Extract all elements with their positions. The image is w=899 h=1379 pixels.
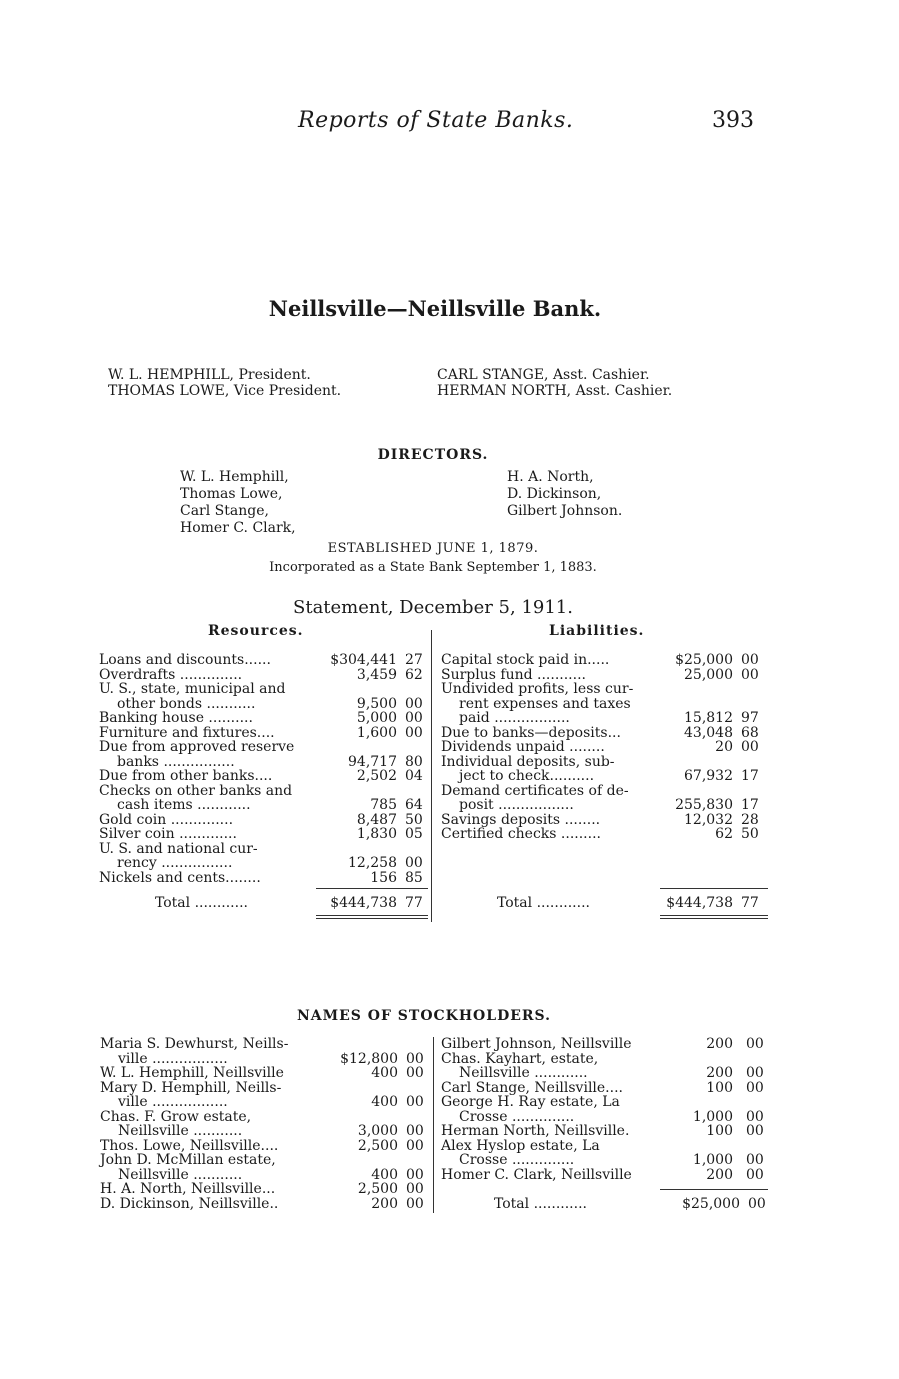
table-row (99, 784, 429, 799)
table-row (441, 1095, 771, 1110)
row-cents: 00 (746, 1108, 764, 1125)
resources-heading: Resources. (208, 623, 304, 639)
row-cents: 00 (746, 1152, 764, 1168)
table-row (441, 827, 771, 842)
row-amount: 255,830 (675, 797, 733, 813)
row-label: Maria S. Dewhurst, Neills- (100, 1036, 289, 1052)
table-row (441, 784, 771, 799)
table-row (100, 1066, 430, 1081)
page-number: 393 (712, 108, 754, 133)
row-label: Herman North, Neillsville. (441, 1123, 630, 1139)
row-label: U. S. and national cur- (99, 840, 258, 857)
table-row (441, 682, 771, 697)
row-cents: 00 (406, 1094, 424, 1110)
officer-line: THOMAS LOWE, Vice President. (108, 383, 342, 399)
row-label: Gilbert Johnson, Neillsville (441, 1036, 632, 1052)
row-label: other bonds ........... (117, 695, 256, 712)
row-label: Silver coin ............. (99, 826, 237, 842)
total-double-rule (316, 918, 428, 919)
row-label: Crosse .............. (459, 1108, 575, 1125)
row-label: Chas. F. Grow estate, (100, 1108, 252, 1125)
row-cents: 00 (405, 724, 423, 741)
table-row (441, 1153, 771, 1168)
statement-title: Statement, December 5, 1911. (293, 597, 573, 618)
table-row (100, 1182, 430, 1197)
table-row (441, 1110, 771, 1125)
row-amount: 5,000 (356, 710, 397, 726)
row-amount: 400 (371, 1065, 398, 1081)
liabilities-total-amount: $444,738 (666, 895, 733, 911)
row-label: George H. Ray estate, La (441, 1094, 620, 1110)
row-cents: 00 (746, 1166, 764, 1183)
table-row (100, 1153, 430, 1168)
row-amount: 12,032 (684, 811, 733, 828)
table-row (99, 711, 429, 726)
table-row (441, 1052, 771, 1067)
row-amount: $25,000 (675, 652, 733, 668)
row-amount: 62 (715, 826, 733, 842)
table-row (99, 842, 429, 857)
row-amount: 1,000 (692, 1152, 733, 1168)
row-label: Savings deposits ........ (441, 811, 601, 828)
table-row (100, 1052, 430, 1067)
director-name: W. L. Hemphill, (180, 469, 289, 485)
row-amount: 15,812 (684, 710, 733, 726)
row-label: ville ................. (118, 1094, 228, 1110)
row-label: Surplus fund ........... (441, 666, 586, 683)
row-label: Due to banks—deposits... (441, 724, 621, 741)
row-label: ject to check.......... (459, 768, 595, 784)
row-amount: 200 (706, 1166, 733, 1183)
row-amount: $12,800 (340, 1050, 398, 1067)
row-cents: 17 (741, 797, 759, 813)
officers-right (437, 367, 672, 399)
row-amount: 9,500 (356, 695, 397, 712)
row-amount: 3,459 (356, 666, 397, 683)
row-amount: 20 (715, 739, 733, 755)
table-row (441, 1066, 771, 1081)
row-cents: 00 (741, 652, 759, 668)
row-label: Crosse .............. (459, 1152, 575, 1168)
resources-total-cents: 77 (405, 895, 423, 911)
row-label: Neillsville ............ (459, 1065, 588, 1081)
row-label: Undivided profits, less cur- (441, 681, 634, 697)
table-row (441, 755, 771, 770)
officers-left (108, 367, 341, 399)
stockholders-total-label: Total ............ (494, 1196, 587, 1212)
row-amount: $304,441 (330, 652, 397, 668)
row-cents: 50 (405, 811, 423, 828)
table-row (99, 769, 429, 784)
row-amount: 43,048 (684, 724, 733, 741)
row-label: Mary D. Hemphill, Neills- (100, 1079, 282, 1096)
table-row (100, 1168, 430, 1183)
row-label: Due from approved reserve (99, 739, 295, 755)
row-label: Nickels and cents........ (99, 869, 261, 886)
row-label: cash items ............ (117, 797, 251, 813)
row-label: Chas. Kayhart, estate, (441, 1050, 599, 1067)
stockholders-total-cents: 00 (748, 1196, 766, 1212)
officer-line: W. L. HEMPHILL, President. (108, 367, 311, 383)
row-label: Neillsville ........... (118, 1166, 243, 1183)
row-amount: 400 (371, 1166, 398, 1183)
table-row (441, 726, 771, 741)
row-label: Gold coin .............. (99, 811, 234, 828)
row-label: Overdrafts .............. (99, 666, 243, 683)
stockholders-total-amount: $25,000 (682, 1196, 740, 1212)
stockholders-right-list (441, 1037, 771, 1182)
total-double-rule (660, 918, 768, 919)
table-row (99, 813, 429, 828)
row-label: Neillsville ........... (118, 1123, 243, 1139)
row-cents: 80 (405, 753, 423, 770)
total-double-rule (660, 915, 768, 916)
row-cents: 00 (406, 1137, 424, 1154)
director-name: Thomas Lowe, (180, 486, 283, 502)
table-row (100, 1139, 430, 1154)
table-row (99, 755, 429, 770)
table-row (99, 726, 429, 741)
row-cents: 28 (741, 811, 759, 828)
row-amount: 3,000 (357, 1123, 398, 1139)
table-row (441, 1168, 771, 1183)
row-amount: 12,258 (348, 855, 397, 871)
row-amount: 200 (371, 1195, 398, 1212)
director-name: D. Dickinson, (507, 486, 602, 502)
row-cents: 00 (406, 1181, 424, 1197)
row-amount: 785 (370, 797, 397, 813)
row-amount: 400 (371, 1094, 398, 1110)
table-row (441, 740, 771, 755)
running-header-title: Reports of State Banks. (298, 108, 574, 133)
total-rule (316, 888, 428, 889)
officer-line: CARL STANGE, Asst. Cashier. (437, 367, 650, 383)
row-label: John D. McMillan estate, (100, 1152, 276, 1168)
row-cents: 97 (741, 710, 759, 726)
row-label: Thos. Lowe, Neillsville.... (100, 1137, 279, 1154)
row-cents: 05 (405, 826, 423, 842)
row-label: U. S., state, municipal and (99, 681, 286, 697)
row-cents: 00 (741, 666, 759, 683)
table-row (99, 682, 429, 697)
row-amount: 25,000 (684, 666, 733, 683)
table-row (441, 769, 771, 784)
row-label: Banking house .......... (99, 710, 253, 726)
row-label: Furniture and fixtures.... (99, 724, 275, 741)
row-label: Homer C. Clark, Neillsville (441, 1166, 632, 1183)
row-label: posit ................. (459, 797, 574, 813)
row-amount: 8,487 (356, 811, 397, 828)
liabilities-heading: Liabilities. (549, 623, 645, 639)
row-amount: 2,500 (357, 1181, 398, 1197)
row-cents: 00 (741, 739, 759, 755)
row-cents: 62 (405, 666, 423, 683)
row-amount: 67,932 (684, 768, 733, 784)
row-amount: 156 (370, 869, 397, 886)
row-label: ville ................. (118, 1050, 228, 1067)
row-label: Individual deposits, sub- (441, 753, 615, 770)
row-cents: 04 (405, 768, 423, 784)
liabilities-total-label: Total ............ (497, 895, 590, 911)
row-amount: 2,502 (356, 768, 397, 784)
table-row (441, 1124, 771, 1139)
total-rule (660, 1189, 768, 1190)
table-row (441, 1139, 771, 1154)
table-row (441, 1081, 771, 1096)
directors-right (507, 469, 622, 520)
row-cents: 00 (406, 1195, 424, 1212)
row-amount: 1,600 (356, 724, 397, 741)
row-cents: 00 (746, 1079, 764, 1096)
table-row (441, 798, 771, 813)
row-cents: 00 (746, 1036, 764, 1052)
table-row (100, 1124, 430, 1139)
row-label: Dividends unpaid ........ (441, 739, 605, 755)
stockholders-heading: NAMES OF STOCKHOLDERS. (296, 1008, 552, 1024)
row-label: H. A. North, Neillsville... (100, 1181, 276, 1197)
row-label: Due from other banks.... (99, 768, 273, 784)
row-cents: 68 (741, 724, 759, 741)
officer-line: HERMAN NORTH, Asst. Cashier. (437, 383, 673, 399)
row-cents: 27 (405, 652, 423, 668)
row-label: Demand certificates of de- (441, 782, 629, 799)
table-row (441, 697, 771, 712)
row-cents: 00 (746, 1123, 764, 1139)
director-name: Homer C. Clark, (180, 520, 296, 536)
row-cents: 00 (405, 710, 423, 726)
row-label: rent expenses and taxes (459, 695, 631, 712)
row-amount: 2,500 (357, 1137, 398, 1154)
row-label: Capital stock paid in..... (441, 652, 610, 668)
table-row (441, 668, 771, 683)
resources-total-label: Total ............ (155, 895, 248, 911)
row-label: Carl Stange, Neillsville.... (441, 1079, 623, 1096)
table-row (441, 1037, 771, 1052)
liabilities-total-cents: 77 (741, 895, 759, 911)
table-row (441, 813, 771, 828)
row-label: Certified checks ......... (441, 826, 601, 842)
column-divider (431, 630, 432, 922)
row-label: Alex Hyslop estate, La (441, 1137, 600, 1154)
table-row (100, 1081, 430, 1096)
row-label: Loans and discounts...... (99, 652, 271, 668)
table-row (100, 1095, 430, 1110)
director-name: Carl Stange, (180, 503, 269, 519)
table-row (99, 798, 429, 813)
row-label: paid ................. (459, 710, 570, 726)
total-rule (660, 888, 768, 889)
row-cents: 50 (741, 826, 759, 842)
incorporated-line: Incorporated as a State Bank September 1, 1883. (269, 560, 597, 575)
total-double-rule (316, 915, 428, 916)
director-name: Gilbert Johnson. (507, 503, 623, 519)
table-row (441, 711, 771, 726)
row-cents: 00 (406, 1065, 424, 1081)
bank-title: Neillsville—Neillsville Bank. (268, 296, 602, 321)
row-amount: 200 (706, 1036, 733, 1052)
table-row (100, 1037, 430, 1052)
table-row (441, 653, 771, 668)
table-row (99, 827, 429, 842)
directors-left (180, 469, 296, 537)
row-amount: 94,717 (348, 753, 397, 770)
row-cents: 00 (746, 1065, 764, 1081)
table-row (99, 856, 429, 871)
column-divider (433, 1037, 434, 1213)
table-row (99, 668, 429, 683)
row-label: banks ................ (117, 753, 235, 770)
row-cents: 00 (406, 1123, 424, 1139)
table-row (100, 1110, 430, 1125)
row-amount: 100 (706, 1123, 733, 1139)
row-amount: 200 (706, 1065, 733, 1081)
row-cents: 00 (406, 1050, 424, 1067)
row-amount: 1,000 (692, 1108, 733, 1125)
row-cents: 17 (741, 768, 759, 784)
row-cents: 85 (405, 869, 423, 886)
row-label: rency ................ (117, 855, 233, 871)
table-row (100, 1197, 430, 1212)
stockholders-left-list (100, 1037, 430, 1211)
directors-heading: DIRECTORS. (377, 447, 489, 463)
resources-total-amount: $444,738 (330, 895, 397, 911)
resources-table (99, 653, 429, 885)
row-label: W. L. Hemphill, Neillsville (100, 1065, 284, 1081)
row-amount: 100 (706, 1079, 733, 1096)
row-label: Checks on other banks and (99, 782, 293, 799)
row-cents: 64 (405, 797, 423, 813)
table-row (99, 697, 429, 712)
table-row (99, 871, 429, 886)
row-label: D. Dickinson, Neillsville.. (100, 1195, 279, 1212)
liabilities-table (441, 653, 771, 842)
row-amount: 1,830 (356, 826, 397, 842)
table-row (99, 740, 429, 755)
row-cents: 00 (405, 695, 423, 712)
director-name: H. A. North, (507, 469, 594, 485)
row-cents: 00 (405, 855, 423, 871)
row-cents: 00 (406, 1166, 424, 1183)
established-line: ESTABLISHED JUNE 1, 1879. (327, 541, 539, 556)
table-row (99, 653, 429, 668)
